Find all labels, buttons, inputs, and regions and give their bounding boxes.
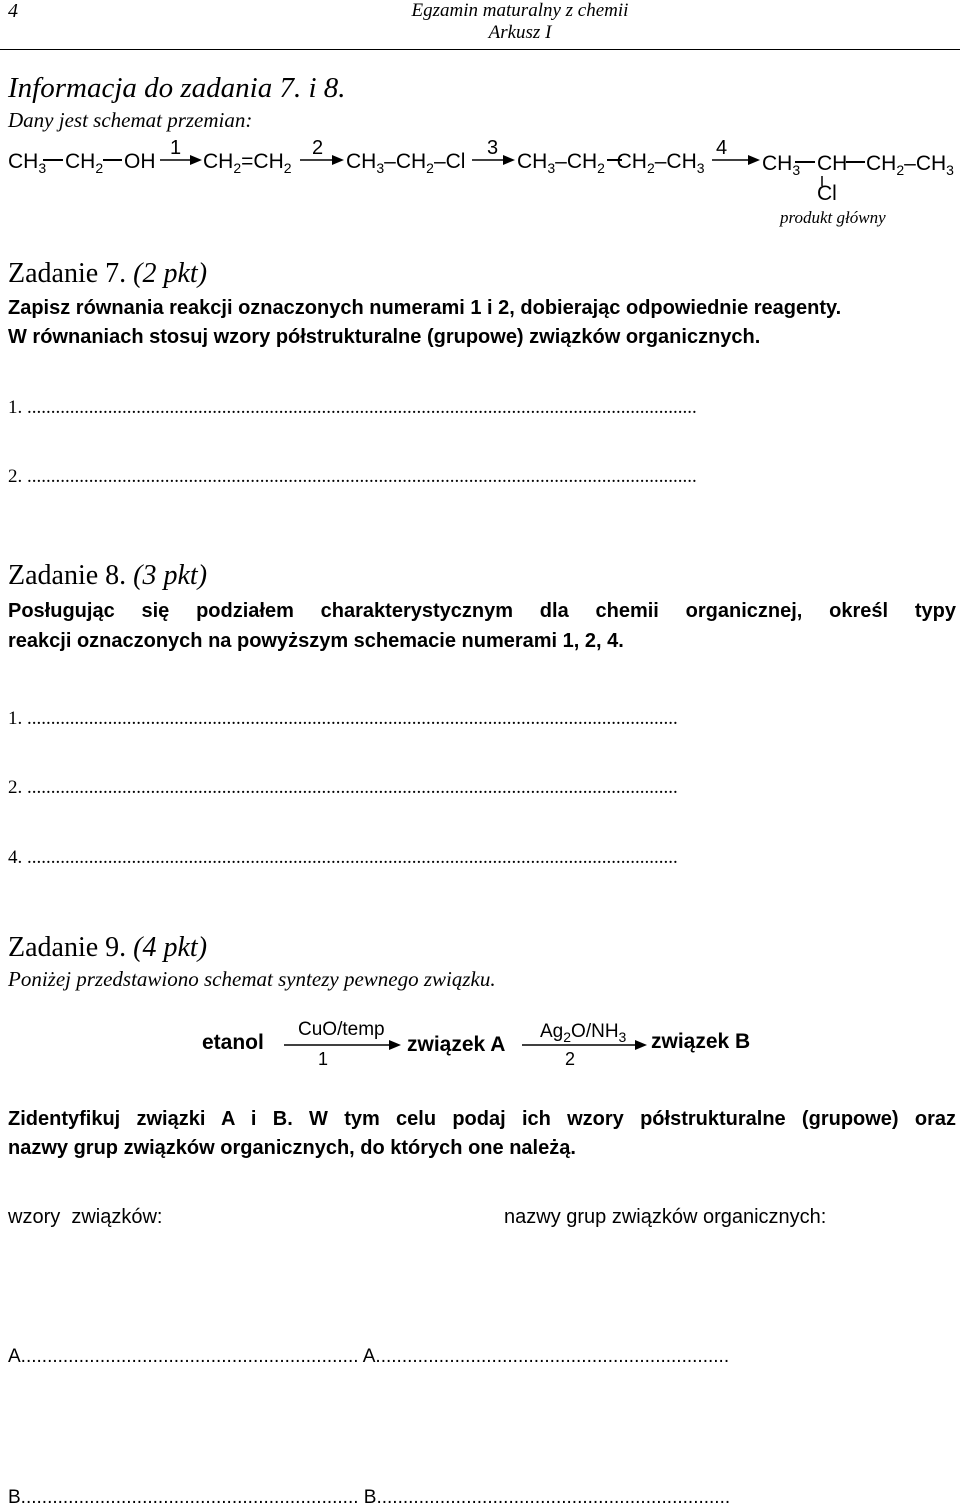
synthesis-start: etanol xyxy=(202,1031,264,1054)
info-title: Informacja do zadania 7. i 8. xyxy=(8,72,346,104)
compound-a: związek A xyxy=(407,1033,506,1056)
task8-answer-2[interactable]: 2. ......................................................................................................................................... xyxy=(8,777,678,798)
formulas-column-label: wzory związków: xyxy=(8,1206,163,1228)
compound-b: związek B xyxy=(651,1030,751,1053)
task7-points: (2 pkt) xyxy=(133,258,208,289)
task8-points: (3 pkt) xyxy=(133,560,208,591)
chlorobutane-ch: CH xyxy=(817,152,848,175)
step-2-label: 2 xyxy=(312,137,324,159)
step-3-label: 3 xyxy=(487,137,499,159)
task7-answer-1[interactable]: 1. ............................................................................................................................................. xyxy=(8,397,697,418)
task9-instruction-1: Zidentyfikuj związki A i B. W tym celu podaj ich wzory półstrukturalne (grupowe) oraz xyxy=(8,1108,956,1130)
synthesis-step-1: 1 xyxy=(318,1049,329,1069)
task7-title: Zadanie 7. xyxy=(8,258,127,289)
ethanol-oh: OH xyxy=(124,150,156,173)
step-4-label: 4 xyxy=(716,137,728,159)
reagent-1: CuO/temp xyxy=(298,1019,385,1040)
reagent-2: $Ag_2O/NH_3$ xyxy=(540,1021,627,1045)
page-number: 4 xyxy=(8,0,18,22)
ethanol-formula: $CH_3$ xyxy=(8,150,47,177)
task9-title: Zadanie 9. xyxy=(8,932,127,963)
task9-points: (4 pkt) xyxy=(133,932,208,963)
task7-instruction-2: W równaniach stosuj wzory półstrukturalne (grupowe) związków organicznych. xyxy=(8,326,761,348)
task8-answer-1[interactable]: 1. ......................................................................................................................................... xyxy=(8,708,678,729)
task7-answer-2[interactable]: 2. ............................................................................................................................................. xyxy=(8,466,697,487)
step-1-label: 1 xyxy=(170,137,182,159)
chlorobutane-formula: $CH_3$ xyxy=(762,152,801,179)
ethene-formula: $CH_2=CH_2$ xyxy=(203,150,292,177)
task9-instruction-2: nazwy grup związków organicznych, do których one należą. xyxy=(8,1137,576,1159)
answer-compound-a[interactable]: A................................................................ A................................................................... xyxy=(8,1346,730,1367)
task8-instruction-1: Posługując się podziałem charakterystycznym dla chemii organicznej, określ typy xyxy=(8,600,956,622)
butane-formula: $CH_3-CH_2$ $CH_2-CH_3$ xyxy=(517,150,705,177)
task7-instruction-1: Zapisz równania reakcji oznaczonych numerami 1 i 2, dobierając odpowiednie reagenty. xyxy=(8,297,842,319)
sheet-label: Arkusz I xyxy=(488,22,552,43)
exam-title: Egzamin maturalny z chemii xyxy=(411,0,629,21)
task8-instruction-2: reakcji oznaczonych na powyższym schemacie numerami 1, 2, 4. xyxy=(8,630,624,652)
synthesis-step-2: 2 xyxy=(565,1049,576,1069)
task8-title: Zadanie 8. xyxy=(8,560,127,591)
chloroethane-formula: $CH_3-CH_2-Cl$ xyxy=(346,150,466,177)
info-intro: Dany jest schemat przemian: xyxy=(8,108,253,132)
answer-compound-b[interactable]: B................................................................ B................................................................... xyxy=(8,1487,731,1508)
main-product-label: produkt główny xyxy=(780,208,886,227)
ethanol-ch2: $CH_2$ xyxy=(65,150,104,177)
chlorobutane-rest: $CH_2-CH_3$ xyxy=(866,152,954,179)
task9-intro: Poniżej przedstawiono schemat syntezy pewnego związku. xyxy=(8,967,496,991)
groups-column-label: nazwy grup związków organicznych: xyxy=(504,1206,827,1228)
task8-answer-4[interactable]: 4. ......................................................................................................................................... xyxy=(8,847,678,868)
chlorobutane-cl: Cl xyxy=(817,182,837,205)
